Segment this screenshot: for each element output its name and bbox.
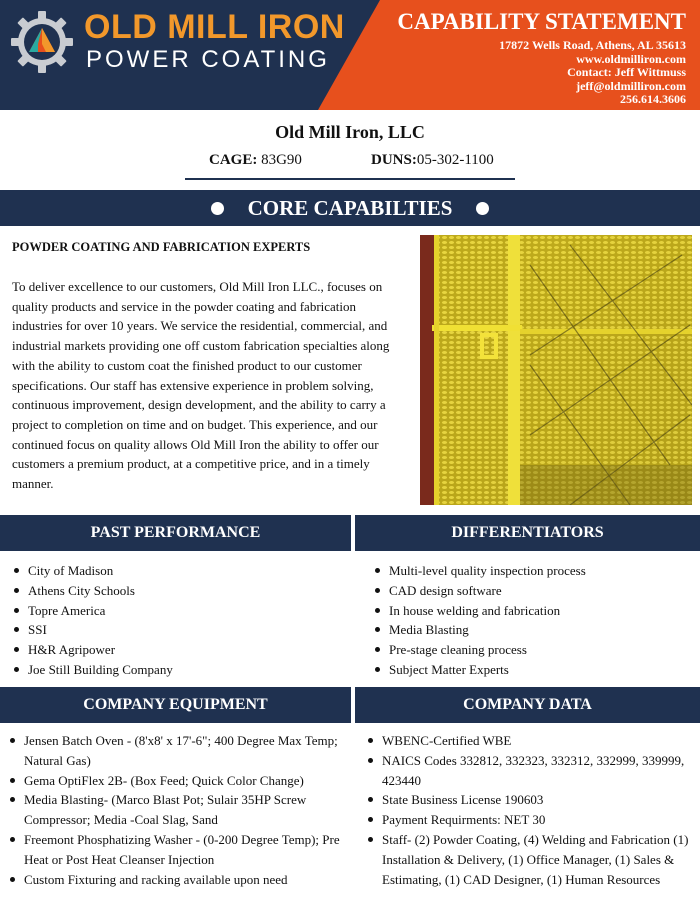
company-name: Old Mill Iron, LLC <box>275 122 425 142</box>
differentiators-list <box>373 561 693 680</box>
capability-statement-title: CAPABILITY STATEMENT <box>397 9 686 34</box>
cage-code <box>209 152 302 169</box>
yellow-mesh-panels-photo <box>420 235 692 505</box>
brand-name: OLD MILL IRON <box>84 8 345 46</box>
list-item: Gema OptiFlex 2B- (Box Feed; Quick Color Change) <box>8 771 343 791</box>
header-banner <box>0 0 700 110</box>
company-equipment-list <box>8 731 343 889</box>
duns-label: DUNS: <box>371 152 417 168</box>
list-item: H&R Agripower <box>12 640 342 660</box>
list-item: NAICS Codes 332812, 332323, 332312, 332999, 339999, 423440 <box>366 751 692 791</box>
list-item: Media Blasting <box>373 620 693 640</box>
list-item: Staff- (2) Powder Coating, (4) Welding and Fabrication (1) Installation & Delivery, (1) Office Manager, (1) Sales & Estimating, (1) CAD Designer, (1) Human Resources <box>366 830 692 889</box>
list-item: Pre-stage cleaning process <box>373 640 693 660</box>
company-data-header: COMPANY DATA <box>355 687 700 723</box>
bullet-dot-icon <box>476 202 489 215</box>
past-performance-list <box>12 561 342 680</box>
brand-tagline: POWER COATING <box>86 46 330 73</box>
bullet-dot-icon <box>211 202 224 215</box>
website-link[interactable]: www.oldmilliron.com <box>576 51 686 66</box>
core-subheading: POWDER COATING AND FABRICATION EXPERTS <box>12 240 311 254</box>
company-data-list <box>366 731 692 889</box>
list-item: WBENC-Certified WBE <box>366 731 692 751</box>
duns-value: 05-302-1100 <box>416 152 494 168</box>
list-item: Payment Requirments: NET 30 <box>366 810 692 830</box>
cage-value: 83G90 <box>257 152 302 168</box>
list-item: City of Madison <box>12 561 342 581</box>
cage-label: CAGE: <box>209 152 258 168</box>
phone-number: 256.614.3606 <box>620 92 686 106</box>
list-item: In house welding and fabrication <box>373 601 693 621</box>
company-equipment-header: COMPANY EQUIPMENT <box>0 687 351 723</box>
list-item: Freemont Phosphatizing Washer - (0-200 Degree Temp); Pre Heat or Post Heat Cleanser Injection <box>8 830 343 870</box>
core-capabilities-header <box>0 190 700 226</box>
list-item: Joe Still Building Company <box>12 660 342 680</box>
list-item: State Business License 190603 <box>366 790 692 810</box>
email-link[interactable]: jeff@oldmilliron.com <box>576 78 686 93</box>
list-item: Subject Matter Experts <box>373 660 693 680</box>
gear-triangle-logo-icon <box>10 10 74 74</box>
list-item: Topre America <box>12 601 342 621</box>
past-performance-header: PAST PERFORMANCE <box>0 515 351 551</box>
address: 17872 Wells Road, Athens, AL 35613 <box>499 38 686 52</box>
list-item: Custom Fixturing and racking available upon need <box>8 870 343 890</box>
contact-person: Contact: Jeff Wittmuss <box>567 65 686 79</box>
core-description <box>12 277 407 494</box>
list-item: Media Blasting- (Marco Blast Pot; Sulair 35HP Screw Compressor; Media -Coal Slag, Sand <box>8 790 343 830</box>
duns-code <box>371 152 494 169</box>
list-item: CAD design software <box>373 581 693 601</box>
differentiators-header: DIFFERENTIATORS <box>355 515 700 551</box>
core-capabilities-title: CORE CAPABILTIES <box>247 196 453 220</box>
core-paragraph: To deliver excellence to our customers, Old Mill Iron LLC., focuses on quality products and service in the powder coating and fabrication industries for over 10 years. We service the residential, commercial, and industrial markets providing one off custom fabrication specialties along with the ability to custom coat the finished product to our customer specifications. Our staff has extensive experience in problem solving, continuous improvement, design development, and the ability to carry a project to completion on time and on budget. This experience, and our continued focus on quality allows Old Mill Iron the ability to offer our customers a premium product, at a competitive price, and in a timely manner. <box>12 279 390 492</box>
list-item: SSI <box>12 620 342 640</box>
list-item: Jensen Batch Oven - (8'x8' x 17'-6"; 400 Degree Max Temp; Natural Gas) <box>8 731 343 771</box>
list-item: Athens City Schools <box>12 581 342 601</box>
company-codes <box>185 150 515 180</box>
contact-block <box>499 39 686 107</box>
list-item: Multi-level quality inspection process <box>373 561 693 581</box>
